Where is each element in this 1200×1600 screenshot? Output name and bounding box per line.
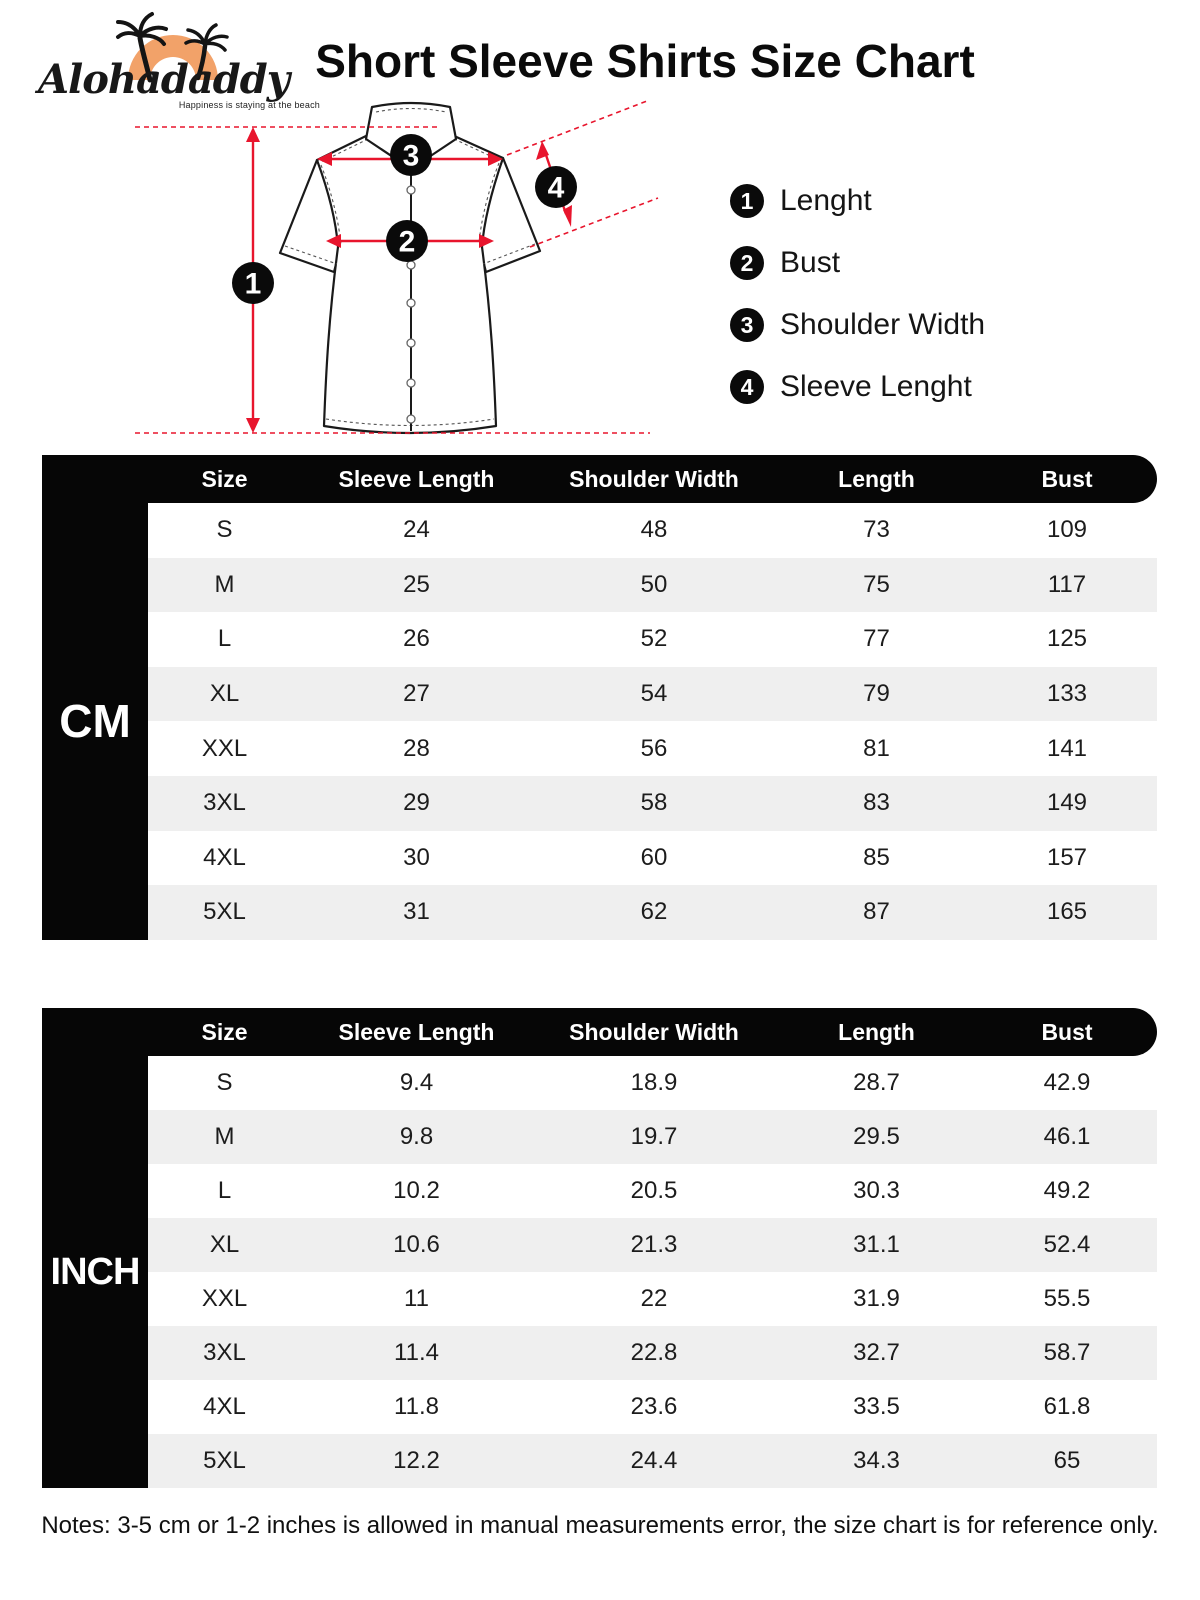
table-cell: 4XL [203, 843, 246, 871]
table-cell: 46.1 [1043, 1123, 1091, 1150]
column-header: Length [838, 465, 915, 492]
table-cell: 29 [403, 789, 430, 817]
table-row [148, 885, 1157, 940]
column-header: Sleeve Length [338, 465, 495, 492]
table-cell: 28.7 [853, 1069, 900, 1096]
table-cell: 19.7 [630, 1123, 678, 1150]
table-cell: 31.1 [853, 1231, 900, 1258]
inch-unit-label: INCH [42, 1056, 148, 1488]
table-cell: 157 [1046, 843, 1088, 871]
legend-label: Lenght [780, 184, 872, 217]
table-cell: 9.4 [399, 1069, 434, 1096]
table-row [148, 721, 1157, 776]
table-cell: S [216, 1069, 233, 1096]
table-cell: 3XL [203, 1339, 246, 1366]
table-cell: 30 [403, 843, 430, 871]
inch-size-table [42, 1008, 1157, 1488]
table-cell: 20.5 [630, 1177, 678, 1204]
table-row [148, 1218, 1157, 1272]
table-cell: 3XL [203, 789, 246, 817]
table-cell: 27 [403, 680, 430, 708]
table-cell: 55.5 [1043, 1285, 1091, 1312]
table-cell: 133 [1046, 680, 1088, 708]
table-row [148, 667, 1157, 722]
table-cell: 18.9 [630, 1069, 678, 1096]
table-cell: 125 [1046, 625, 1088, 653]
table-cell: 10.2 [393, 1177, 440, 1204]
svg-text:1: 1 [244, 267, 262, 301]
column-header: Shoulder Width [569, 465, 739, 492]
table-cell: 62 [640, 898, 668, 926]
notes-text: Notes: 3-5 cm or 1-2 inches is allowed in manual measurements error, the size chart is for reference only. [41, 1512, 1159, 1539]
table-cell: 141 [1046, 734, 1088, 762]
table-row [148, 776, 1157, 831]
table-cell: 65 [1053, 1447, 1081, 1474]
table-cell: 26 [403, 625, 430, 653]
table-cell: 31 [403, 898, 430, 926]
table-cell: 52.4 [1043, 1231, 1091, 1258]
svg-text:2: 2 [398, 225, 416, 259]
table-cell: 28 [403, 734, 430, 762]
table-cell: 34.3 [853, 1447, 900, 1474]
table-cell: 85 [863, 843, 890, 871]
table-cell: 33.5 [853, 1393, 900, 1420]
table-cell: 58 [640, 789, 668, 817]
table-cell: 49.2 [1043, 1177, 1091, 1204]
column-header: Sleeve Length [338, 1018, 495, 1045]
table-cell: 24.4 [630, 1447, 678, 1474]
cm-unit-label: CM [42, 503, 148, 940]
table-cell: 117 [1047, 570, 1087, 598]
column-header: Size [201, 1018, 248, 1045]
legend-label: Bust [780, 246, 841, 279]
table-cell: 52 [640, 625, 668, 653]
table-cell: 48 [640, 516, 668, 544]
table-cell: 61.8 [1043, 1393, 1091, 1420]
table-cell: 24 [403, 516, 430, 544]
svg-text:3: 3 [402, 139, 420, 173]
table-cell: 54 [640, 680, 668, 708]
table-cell: 11 [404, 1285, 429, 1312]
table-row [148, 558, 1157, 613]
table-cell: 79 [863, 680, 890, 708]
table-cell: L [217, 625, 232, 653]
table-row [148, 1326, 1157, 1380]
table-cell: 10.6 [393, 1231, 440, 1258]
table-row [148, 831, 1157, 886]
legend-item-shoulder-width [730, 306, 985, 344]
table-cell: 23.6 [630, 1393, 678, 1420]
table-cell: 32.7 [853, 1339, 900, 1366]
legend-item-length [730, 182, 985, 220]
table-row [148, 1272, 1157, 1326]
table-cell: 5XL [203, 1447, 246, 1474]
legend-number-1: 1 [730, 184, 764, 218]
table-cell: 22.8 [630, 1339, 678, 1366]
table-cell: 4XL [203, 1393, 246, 1420]
table-cell: S [216, 516, 233, 544]
table-cell: 42.9 [1043, 1069, 1091, 1096]
table-cell: 12.2 [393, 1447, 440, 1474]
table-cell: 165 [1046, 898, 1088, 926]
svg-text:4: 4 [547, 171, 565, 205]
column-header: Bust [1041, 1018, 1093, 1045]
table-cell: 83 [863, 789, 890, 817]
brand-name: Alohadaddy [38, 56, 289, 103]
legend-number-3: 3 [730, 308, 764, 342]
measurement-legend [730, 182, 985, 406]
table-cell: 56 [640, 734, 668, 762]
brand-tagline: Happiness is staying at the beach [178, 100, 320, 110]
table-cell: L [217, 1177, 232, 1204]
table-cell: 31.9 [853, 1285, 900, 1312]
legend-item-sleeve-length [730, 368, 985, 406]
table-cell: 60 [640, 843, 668, 871]
inch-table-header [42, 1008, 1157, 1056]
table-cell: 73 [863, 516, 890, 544]
table-cell: XXL [201, 1285, 248, 1312]
table-cell: 11.4 [394, 1339, 439, 1366]
table-cell: M [214, 1123, 235, 1150]
table-cell: M [214, 570, 235, 598]
table-cell: 21.3 [630, 1231, 678, 1258]
table-cell: 75 [863, 570, 890, 598]
table-cell: 30.3 [853, 1177, 900, 1204]
column-header: Size [201, 465, 248, 492]
table-cell: XL [209, 680, 240, 708]
table-cell: 50 [640, 570, 668, 598]
table-row [148, 503, 1157, 558]
column-header: Bust [1041, 465, 1093, 492]
table-cell: XXL [201, 734, 248, 762]
column-header: Length [838, 1018, 915, 1045]
legend-number-2: 2 [730, 246, 764, 280]
cm-table-header [42, 455, 1157, 503]
table-cell: 149 [1046, 789, 1088, 817]
table-cell: 9.8 [399, 1123, 434, 1150]
table-cell: 109 [1046, 516, 1088, 544]
legend-label: Sleeve Lenght [780, 370, 972, 403]
table-cell: 87 [863, 898, 890, 926]
page-title: Short Sleeve Shirts Size Chart [315, 35, 975, 87]
legend-label: Shoulder Width [780, 308, 986, 341]
table-cell: 29.5 [853, 1123, 900, 1150]
cm-size-table [42, 455, 1157, 940]
column-header: Shoulder Width [569, 1018, 739, 1045]
table-row [148, 1434, 1157, 1488]
table-cell: 25 [403, 570, 430, 598]
shirt-measurement-diagram [110, 95, 670, 447]
table-cell: 11.8 [394, 1393, 439, 1420]
table-row [148, 1056, 1157, 1110]
table-row [148, 1164, 1157, 1218]
table-cell: XL [209, 1231, 240, 1258]
inch-table-rows [148, 1056, 1157, 1488]
table-row [148, 1110, 1157, 1164]
table-cell: 81 [863, 734, 890, 762]
table-row [148, 1380, 1157, 1434]
cm-table-rows [148, 503, 1157, 940]
table-cell: 58.7 [1043, 1339, 1091, 1366]
table-row [148, 612, 1157, 667]
table-cell: 22 [640, 1285, 668, 1312]
legend-item-bust [730, 244, 985, 282]
table-cell: 5XL [203, 898, 246, 926]
legend-number-4: 4 [730, 370, 764, 404]
table-cell: 77 [863, 625, 890, 653]
